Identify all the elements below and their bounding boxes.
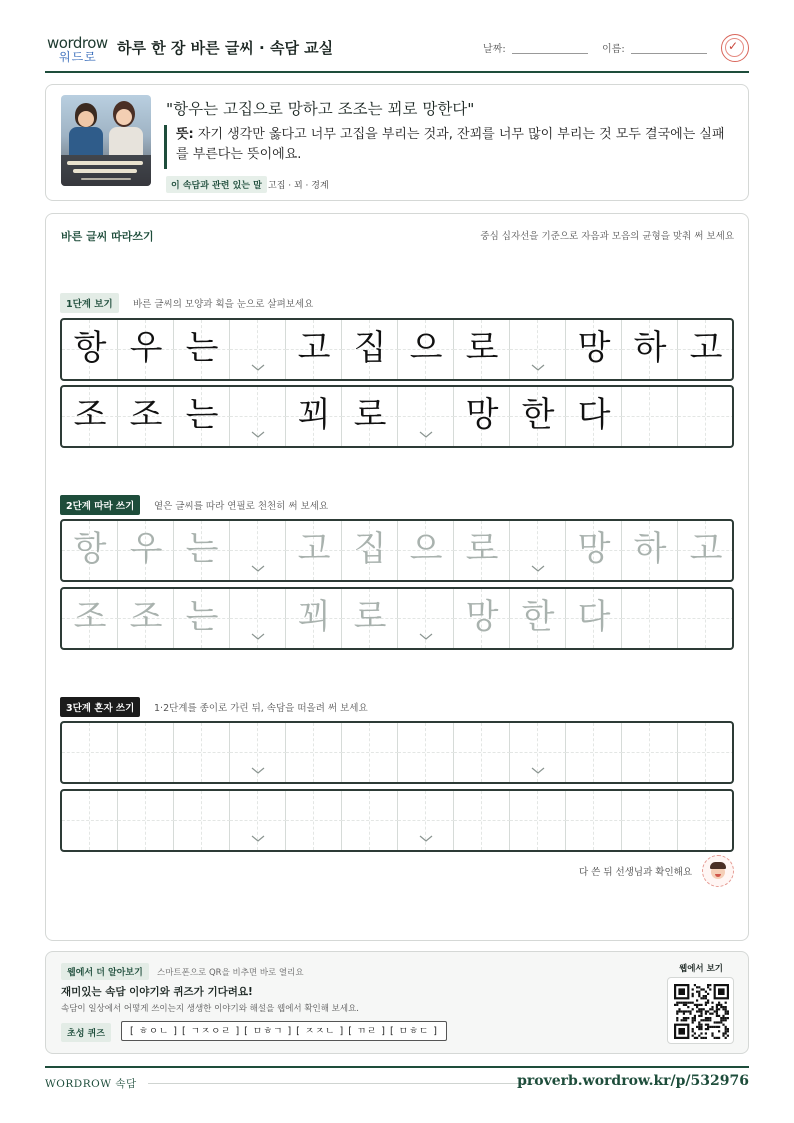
word-space-chevron-icon [251,767,265,775]
grid-cell[interactable] [118,791,174,850]
web-more-tag: 웹에서 더 알아보기 [61,963,149,980]
grid-cell[interactable] [398,723,454,782]
grid-cell[interactable] [510,791,566,850]
grid-character: 조 [129,395,163,435]
related-words-tag: 이 속담과 관련 있는 말 [166,176,267,193]
check-stamp-icon: ✓ [721,34,749,62]
grid-character: 꾀 [297,597,331,637]
grid-cell[interactable] [622,791,678,850]
grid-character: 항 [73,328,107,368]
word-space-chevron-icon [531,565,545,573]
grid-character: 망 [465,395,499,435]
qr-label: 웹에서 보기 [679,964,724,974]
grid-character: 고 [297,529,331,569]
practice-title: 바른 글씨 따라쓰기 [61,230,154,243]
grid-character: 으 [409,328,443,368]
footer-divider [45,1066,749,1068]
grid-cell[interactable] [174,723,230,782]
step3-desc: 1·2단계를 종이로 가린 뒤, 속담을 떠올려 써 보세요 [154,703,368,714]
footer-url[interactable]: proverb.wordrow.kr/p/532976 [517,1073,749,1089]
word-space-chevron-icon [419,633,433,641]
step3-tag: 3단계 혼자 쓰기 [60,697,140,717]
grid-cell[interactable] [286,723,342,782]
footer-brand: WORDROW 속담 [45,1078,137,1090]
wordrow-logo [47,34,109,62]
teacher-check-note: 다 쓴 뒤 선생님과 확인해요 [578,867,692,878]
word-space-chevron-icon [251,364,265,372]
grid-character: 조 [73,597,107,637]
web-desc: 속담이 일상에서 어떻게 쓰이는지 생생한 이야기와 해설을 웹에서 확인해 보세요. [61,1004,359,1014]
grid-character: 다 [577,395,611,435]
grid-character: 한 [521,395,555,435]
grid-character: 로 [465,328,499,368]
grid-character: 꾀 [297,395,331,435]
grid-character: 는 [185,529,219,569]
name-field[interactable] [631,53,707,54]
grid-character: 는 [185,395,219,435]
grid-character: 는 [185,597,219,637]
step1-row1-grid [60,318,734,381]
grid-cell[interactable] [118,723,174,782]
proverb-meaning [164,125,734,169]
word-space-chevron-icon [419,835,433,843]
word-space-chevron-icon [251,565,265,573]
step2-row2-grid[interactable] [60,587,734,650]
grid-cell[interactable] [174,791,230,850]
web-tag-desc: 스마트폰으로 QR을 비추면 바로 열리요 [157,968,304,978]
proverb-quote: "항우는 고집으로 망하고 조조는 꾀로 망한다" [166,100,475,118]
practice-hint: 중심 십자선을 기준으로 자음과 모음의 균형을 맞춰 써 보세요 [480,231,734,242]
initial-sound-quiz: [ ㅎㅇㄴ ] [ ㄱㅈㅇㄹ ] [ ㅁㅎㄱ ] [ ㅈㅈㄴ ] [ ㄲㄹ ] [ ㅁㅎㄷ ] [121,1021,447,1041]
grid-cell [678,387,734,446]
related-words: 고집 · 꾀 · 경계 [268,181,329,191]
step2-row1-grid[interactable] [60,519,734,582]
step3-row2-grid[interactable] [60,789,734,852]
grid-character: 으 [409,529,443,569]
date-label: 날짜: [483,44,506,55]
step2-tag: 2단계 따라 쓰기 [60,495,140,515]
grid-character: 로 [353,395,387,435]
footer-rule [148,1083,538,1084]
grid-character: 항 [73,529,107,569]
step2-desc: 옅은 글씨를 따라 연필로 천천히 써 보세요 [154,501,329,512]
grid-character: 로 [465,529,499,569]
grid-cell[interactable] [286,791,342,850]
grid-cell[interactable] [62,723,118,782]
grid-character: 다 [577,597,611,637]
grid-cell[interactable] [678,723,734,782]
grid-cell[interactable] [678,791,734,850]
proverb-illustration [61,95,151,186]
proverb-card [45,84,749,201]
grid-cell[interactable] [678,589,734,648]
grid-character: 고 [689,328,723,368]
grid-cell[interactable] [622,723,678,782]
grid-character: 조 [73,395,107,435]
grid-character: 우 [129,328,163,368]
grid-cell[interactable] [62,791,118,850]
grid-character: 고 [297,328,331,368]
web-headline: 재미있는 속담 이야기와 퀴즈가 기다려요! [61,986,253,998]
grid-cell[interactable] [342,791,398,850]
word-space-chevron-icon [251,835,265,843]
grid-character: 집 [353,529,387,569]
meaning-label: 뜻: [176,127,194,142]
qr-code[interactable] [667,977,734,1044]
word-space-chevron-icon [531,767,545,775]
step1-desc: 바른 글씨의 모양과 획을 눈으로 살펴보세요 [133,299,314,310]
word-space-chevron-icon [531,364,545,372]
grid-character: 망 [465,597,499,637]
name-label: 이름: [602,44,625,55]
word-space-chevron-icon [419,431,433,439]
grid-character: 집 [353,328,387,368]
quiz-tag: 초성 퀴즈 [61,1023,111,1042]
grid-character: 고 [689,529,723,569]
step3-row1-grid[interactable] [60,721,734,784]
grid-character: 하 [633,529,667,569]
page-header [45,30,749,73]
step1-row2-grid [60,385,734,448]
grid-character: 한 [521,597,555,637]
grid-character: 하 [633,328,667,368]
grid-character: 로 [353,597,387,637]
grid-character: 조 [129,597,163,637]
logo-korean: 워드로 [59,50,97,64]
grid-cell[interactable] [622,589,678,648]
teacher-face-icon [702,855,734,887]
qr-code-icon [674,984,729,1039]
logo-wordmark: wordrow [47,34,108,52]
word-space-chevron-icon [251,633,265,641]
grid-cell[interactable] [454,723,510,782]
word-space-chevron-icon [251,431,265,439]
grid-character: 망 [577,529,611,569]
grid-character: 우 [129,529,163,569]
grid-cell[interactable] [454,791,510,850]
grid-cell[interactable] [566,791,622,850]
grid-character: 망 [577,328,611,368]
grid-cell[interactable] [342,723,398,782]
grid-cell [622,387,678,446]
step1-tag: 1단계 보기 [60,293,119,313]
web-card [45,951,749,1054]
meaning-text: 자기 생각만 옳다고 너무 고집을 부리는 것과, 잔꾀를 너무 많이 부리는 것 모두 결국에는 실패를 부른다는 뜻이에요. [176,127,725,162]
date-field[interactable] [512,53,588,54]
grid-character: 는 [185,328,219,368]
page-title: 하루 한 장 바른 글씨 · 속담 교실 [117,39,334,57]
grid-cell[interactable] [566,723,622,782]
